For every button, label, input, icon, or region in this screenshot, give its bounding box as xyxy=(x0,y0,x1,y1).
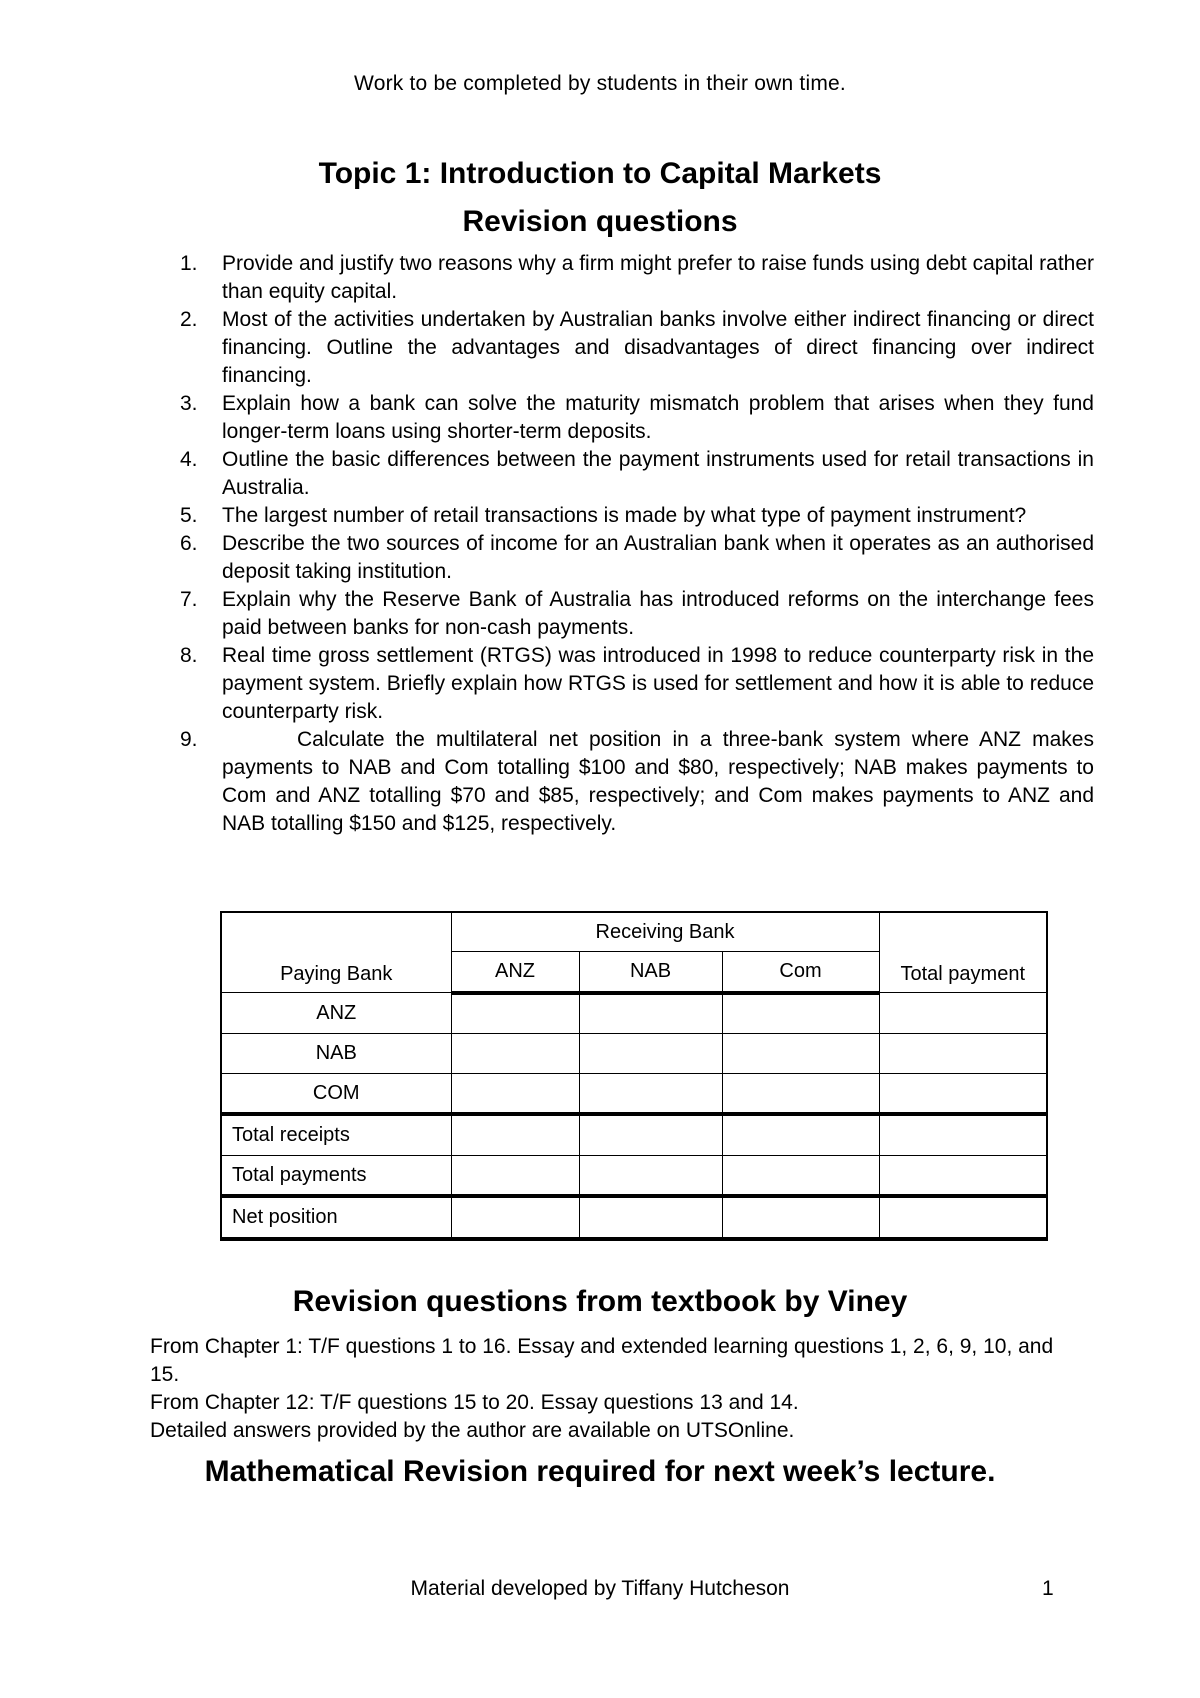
question-item xyxy=(180,250,1094,306)
question-item xyxy=(180,446,1094,502)
textbook-questions xyxy=(150,1333,1055,1445)
multilateral-netting-table xyxy=(220,911,1048,1241)
table-cell xyxy=(879,993,1047,1034)
question-number: 4. xyxy=(180,448,198,471)
total-payment-header: Total payment xyxy=(879,912,1047,993)
question-number: 8. xyxy=(180,644,198,667)
question-text: Provide and justify two reasons why a firm might prefer to raise funds using debt capital rather than equity capital. xyxy=(222,252,1094,303)
table-row xyxy=(221,1155,1047,1196)
table-cell xyxy=(879,1034,1047,1073)
table-cell xyxy=(451,1114,579,1155)
table-cell xyxy=(879,1073,1047,1114)
table-cell xyxy=(579,1196,722,1239)
table-cell xyxy=(451,1073,579,1114)
question-text: The largest number of retail transactions is made by what type of payment instrument? xyxy=(222,504,1027,527)
question-number: 2. xyxy=(180,308,198,331)
table-cell xyxy=(722,1155,879,1196)
question-text: Explain why the Reserve Bank of Australia has introduced reforms on the interchange fees paid between banks for non-cash payments. xyxy=(222,588,1094,639)
column-header-nab: NAB xyxy=(579,952,722,993)
question-list xyxy=(180,250,1094,838)
question-number: 6. xyxy=(180,532,198,555)
table-cell xyxy=(879,1196,1047,1239)
paying-bank-header: Paying Bank xyxy=(221,912,451,993)
question-item xyxy=(180,642,1094,726)
page-number: 1 xyxy=(1042,1577,1054,1600)
textbook-section-title: Revision questions from textbook by Viney xyxy=(292,1285,908,1318)
column-header-com: Com xyxy=(722,952,879,993)
row-label-nab: NAB xyxy=(221,1034,451,1073)
row-label-net-position: Net position xyxy=(221,1196,451,1239)
question-text: Real time gross settlement (RTGS) was introduced in 1998 to reduce counterparty risk in the payment system. Briefly explain how RTGS is used for settlement and how it is able to reduce counterparty risk. xyxy=(222,644,1094,723)
question-number: 7. xyxy=(180,588,198,611)
question-item xyxy=(180,390,1094,446)
question-text: Most of the activities undertaken by Australian banks involve either indirect financing or direct financing. Outline the advantages and disadvantages of direct financing over indirect financing. xyxy=(222,308,1094,387)
table-row xyxy=(221,1114,1047,1155)
table-row xyxy=(221,1034,1047,1073)
question-text: Describe the two sources of income for an Australian bank when it operates as an authorised deposit taking institution. xyxy=(222,532,1094,583)
table-cell xyxy=(722,1073,879,1114)
table-row xyxy=(221,1073,1047,1114)
row-label-com: COM xyxy=(221,1073,451,1114)
receiving-bank-header: Receiving Bank xyxy=(451,912,879,952)
textbook-line: From Chapter 12: T/F questions 15 to 20. Essay questions 13 and 14. xyxy=(150,1391,799,1414)
question-item xyxy=(180,502,1094,530)
table-cell xyxy=(722,1034,879,1073)
column-header-anz: ANZ xyxy=(451,952,579,993)
table-row xyxy=(221,1196,1047,1239)
table-cell xyxy=(579,1073,722,1114)
table-cell xyxy=(879,1155,1047,1196)
question-number: 3. xyxy=(180,392,198,415)
table-cell xyxy=(722,1114,879,1155)
question-text: Outline the basic differences between the payment instruments used for retail transactions in Australia. xyxy=(222,448,1094,499)
section-title: Revision questions xyxy=(462,205,738,238)
question-text: Explain how a bank can solve the maturity mismatch problem that arises when they fund longer-term loans using shorter-term deposits. xyxy=(222,392,1094,443)
question-item xyxy=(180,586,1094,642)
row-label-total-payments: Total payments xyxy=(221,1155,451,1196)
question-text: Calculate the multilateral net position in a three-bank system where ANZ makes payments to NAB and Com totalling $100 and $80, respectively; NAB makes payments to Com and ANZ totalling $70 and $85, respectively; and Com makes payments to ANZ and NAB totalling $150 and $125, respectively. xyxy=(222,728,1094,835)
table-cell xyxy=(722,993,879,1034)
table-cell xyxy=(451,1196,579,1239)
table-cell xyxy=(451,1034,579,1073)
question-number: 5. xyxy=(180,504,198,527)
table-cell xyxy=(451,993,579,1034)
table-cell xyxy=(579,1034,722,1073)
row-label-anz: ANZ xyxy=(221,993,451,1034)
question-number: 9. xyxy=(180,728,198,751)
footer-credit: Material developed by Tiffany Hutcheson xyxy=(410,1577,790,1600)
question-number: 1. xyxy=(180,252,198,275)
math-revision-note: Mathematical Revision required for next week’s lecture. xyxy=(204,1455,996,1488)
question-item xyxy=(180,306,1094,390)
question-item xyxy=(180,726,1094,838)
table-cell xyxy=(579,1155,722,1196)
question-item xyxy=(180,530,1094,586)
header-note: Work to be completed by students in their own time. xyxy=(354,72,846,95)
table-cell xyxy=(722,1196,879,1239)
table-row xyxy=(221,993,1047,1034)
row-label-total-receipts: Total receipts xyxy=(221,1114,451,1155)
page-title: Topic 1: Introduction to Capital Markets xyxy=(318,157,882,190)
textbook-line: From Chapter 1: T/F questions 1 to 16. Essay and extended learning questions 1, 2, 6, 9, 10, and 15. xyxy=(150,1335,1054,1386)
table-cell xyxy=(579,993,722,1034)
table-cell xyxy=(579,1114,722,1155)
textbook-line: Detailed answers provided by the author are available on UTSOnline. xyxy=(150,1419,795,1442)
table-cell xyxy=(879,1114,1047,1155)
table-cell xyxy=(451,1155,579,1196)
